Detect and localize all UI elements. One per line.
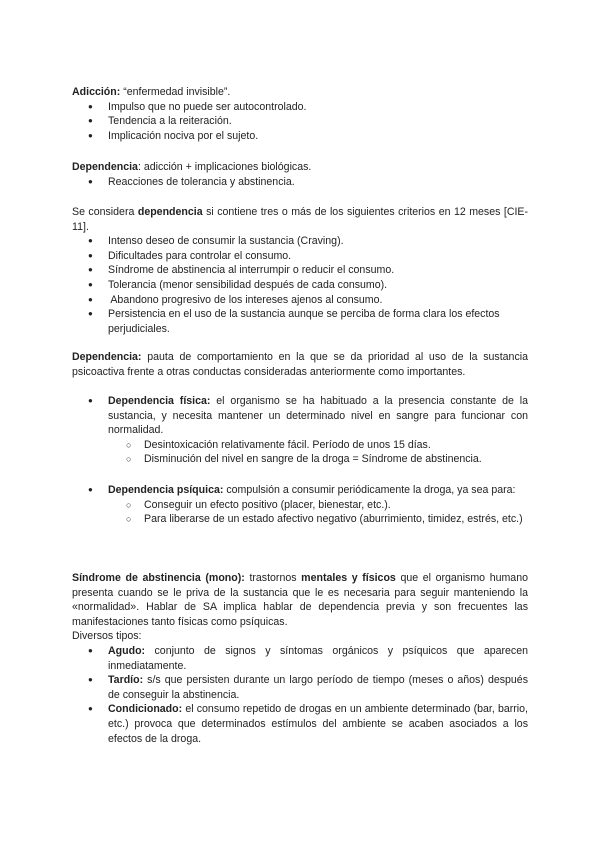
tipos-list [72, 644, 528, 746]
list-item: ● Condicionado: el consumo repetido de drogas en un ambiente determinado (bar, barrio, etc.) provoca que determinados estímulos del ambiente se acaben asociados a los efectos de la droga. [72, 702, 528, 746]
dependencia-fisica-item: ● Dependencia física: el organismo se ha habituado a la presencia constante de la sustancia, y necesita mantener un determinado nivel en sangre para funcionar con normalidad. [72, 394, 528, 438]
list-item: ● Intenso deseo de consumir la sustancia (Craving). [72, 234, 528, 249]
criterios-intro: Se considera dependencia si contiene tres o más de los siguientes criterios en 12 meses [CIE-11]. [72, 206, 529, 233]
dependencia-list [72, 175, 528, 190]
list-item: ● Síndrome de abstinencia al interrumpir o reducir el consumo. [72, 263, 528, 278]
dependencia-definition: Dependencia: adicción + implicaciones biológicas. [72, 161, 312, 173]
section-adiccion [72, 85, 528, 143]
section-dependencia-2 [72, 350, 528, 379]
adiccion-list [72, 100, 528, 144]
dependencia-fisica-sublist [72, 438, 528, 467]
dependencia-pauta: Dependencia: pauta de comportamiento en la que se da prioridad al uso de la sustancia psicoactiva frente a otras conductas consideradas anteriormente como importantes. [72, 351, 528, 378]
dependencia-psiquica-sublist [72, 498, 528, 527]
tipos-label: Diversos tipos: [72, 630, 142, 643]
list-item: ● Implicación nociva por el sujeto. [72, 129, 528, 144]
list-item: ● Tolerancia (menor sensibilidad después de cada consumo). [72, 278, 528, 293]
list-item: ● Agudo: conjunto de signos y síntomas orgánicos y psíquicos que aparecen inmediatamente. [72, 644, 528, 673]
list-item: ○ Disminución del nivel en sangre de la droga = Síndrome de abstinencia. [72, 452, 528, 467]
list-item: ● Abandono progresivo de los intereses ajenos al consumo. [72, 293, 528, 308]
sindrome-definition: Síndrome de abstinencia (mono): trastornos mentales y físicos que el organismo humano presenta cuando se le priva de la sustancia que le es necesaria para seguir manteniendo la «normalidad». Hablar de SA implica hablar de dependencia previa y son frecuentes las manifestaciones tanto físicas como psíquicas. [72, 572, 528, 628]
list-item: ● Persistencia en el uso de la sustancia aunque se perciba de forma clara los efectos perjudiciales. [72, 307, 528, 336]
list-item: ● Tendencia a la reiteración. [72, 114, 528, 129]
criterios-list [72, 234, 528, 336]
list-item: ● Dificultades para controlar el consumo. [72, 249, 528, 264]
section-sindrome-abstinencia [72, 571, 528, 746]
adiccion-definition: Adicción: “enfermedad invisible”. [72, 86, 231, 98]
list-item: ○ Para liberarse de un estado afectivo negativo (aburrimiento, timidez, estrés, etc.) [72, 512, 528, 527]
section-dependencia-psiquica [72, 483, 528, 527]
section-dependencia-1 [72, 160, 528, 189]
dependencia-psiquica-item: ● Dependencia psíquica: compulsión a consumir periódicamente la droga, ya sea para: [72, 483, 528, 498]
section-dependencia-fisica [72, 394, 528, 467]
list-item: ● Impulso que no puede ser autocontrolado. [72, 100, 528, 115]
list-item: ○ Desintoxicación relativamente fácil. Período de unos 15 días. [72, 438, 528, 453]
list-item: ○ Conseguir un efecto positivo (placer, bienestar, etc.). [72, 498, 528, 513]
list-item: ● Tardío: s/s que persisten durante un largo período de tiempo (meses o años) después de conseguir la abstinencia. [72, 673, 528, 702]
section-criterios [72, 205, 528, 336]
list-item: ● Reacciones de tolerancia y abstinencia. [72, 175, 528, 190]
